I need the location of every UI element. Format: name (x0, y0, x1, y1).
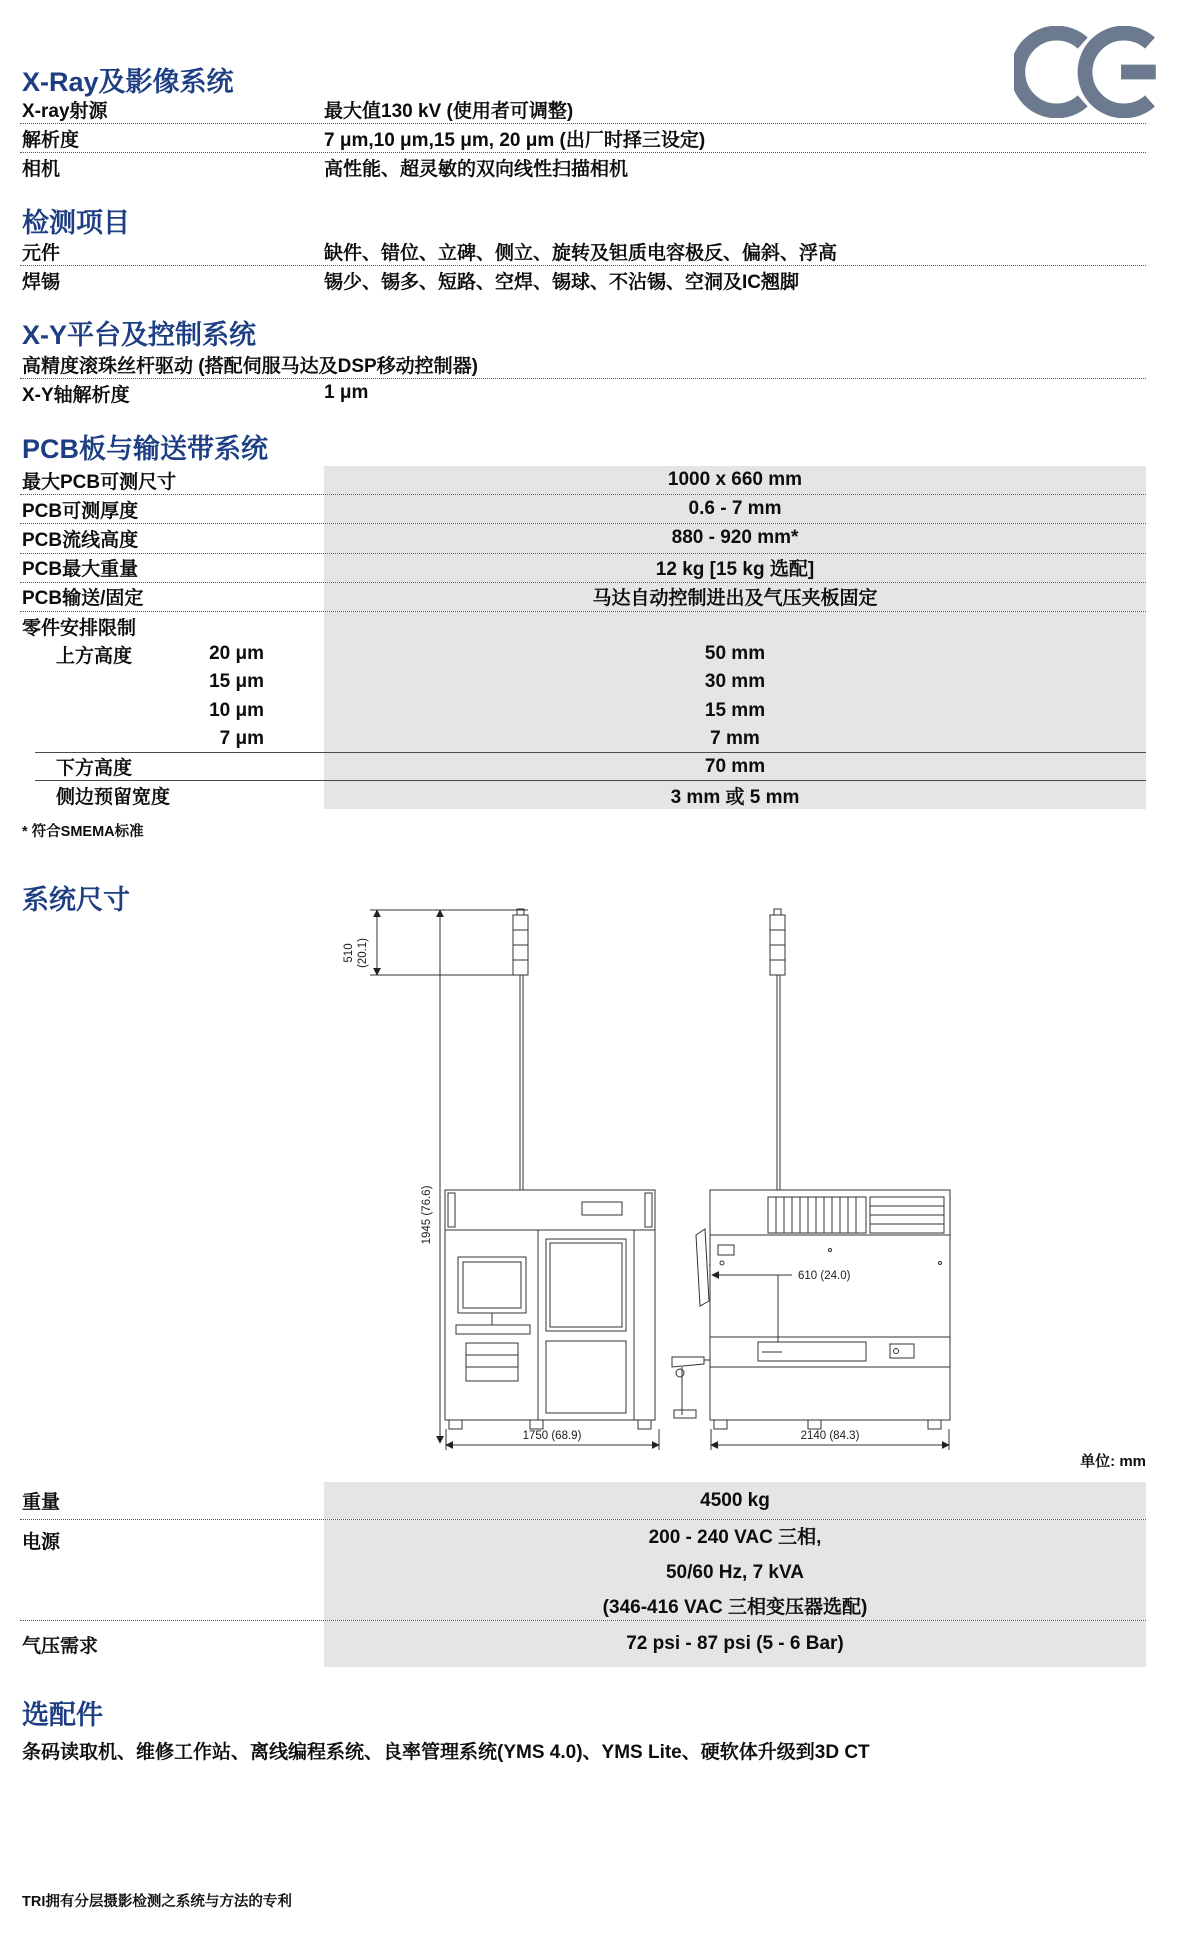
spec-value: 72 psi - 87 psi (5 - 6 Bar) (324, 1621, 1146, 1667)
spec-row (20, 379, 1146, 407)
limit-row (20, 668, 1146, 696)
power-line: 50/60 Hz, 7 kVA (665, 1562, 804, 1583)
spec-row (20, 237, 1146, 266)
spec-row (20, 1520, 1146, 1621)
limit-row (20, 725, 1146, 753)
spec-row (20, 124, 1146, 153)
spec-label: 最大PCB可测尺寸 (22, 471, 177, 493)
limit-value: 70 mm (324, 753, 1146, 781)
xy-table (20, 350, 1146, 407)
spec-label: X-Y轴解析度 (22, 384, 130, 406)
limit-resolution: 7 μm (219, 727, 264, 749)
spec-value: 马达自动控制进出及气压夹板固定 (324, 583, 1146, 611)
xray-table (20, 95, 1146, 182)
spec-label: 解析度 (22, 129, 80, 151)
limit-value: 30 mm (324, 668, 1146, 696)
spec-value: 4500 kg (324, 1482, 1146, 1519)
power-line: 200 - 240 VAC 三相, (648, 1527, 822, 1548)
limit-row (20, 753, 1146, 781)
limit-label: 下方高度 (56, 758, 133, 780)
dim-side-depth: 2140 (84.3) (800, 1430, 860, 1442)
unit-note: 单位: mm (1080, 1453, 1146, 1470)
limit-row (20, 640, 1146, 668)
inspection-table (20, 237, 1146, 294)
power-line: (346-416 VAC 三相变压器选配) (602, 1597, 868, 1618)
power-table (20, 1482, 1146, 1667)
spec-label: PCB输送/固定 (22, 588, 144, 610)
spec-label: 电源 (22, 1532, 61, 1553)
limit-value: 7 mm (324, 725, 1146, 753)
dim-tower-height-value: 510 (343, 943, 355, 963)
limit-resolution: 20 μm (209, 643, 264, 665)
machine-dimension-drawing (330, 905, 975, 1450)
spec-value-empty (324, 612, 1146, 640)
spec-row (20, 466, 1146, 495)
spec-row (20, 350, 1146, 379)
spec-row (20, 1482, 1146, 1520)
section-title-dimensions: 系统尺寸 (22, 885, 130, 915)
spec-row (20, 554, 1146, 583)
dim-monitor-offset: 610 (24.0) (798, 1270, 851, 1282)
spec-row (20, 153, 1146, 181)
section-title-inspection: 检测项目 (22, 208, 130, 238)
spec-row (20, 1621, 1146, 1667)
spec-value (324, 1520, 1146, 1620)
limit-label: 侧边预留宽度 (56, 786, 171, 808)
spec-label: PCB可测厚度 (22, 500, 139, 522)
spec-value: 高性能、超灵敏的双向线性扫描相机 (324, 158, 629, 180)
spec-label: 焊锡 (22, 271, 61, 293)
spec-label: PCB最大重量 (22, 559, 139, 581)
smema-footnote: * 符合SMEMA标准 (22, 824, 144, 840)
spec-value: 缺件、错位、立碑、侧立、旋转及钽质电容极反、偏斜、浮高 (324, 242, 838, 264)
spec-row (20, 524, 1146, 553)
xy-note: 高精度滚珠丝杆驱动 (搭配伺服马达及DSP移动控制器) (22, 355, 479, 377)
spec-value: 1000 x 660 mm (324, 466, 1146, 494)
spec-value: 0.6 - 7 mm (324, 495, 1146, 523)
spec-label: 相机 (22, 158, 61, 180)
spec-label: PCB流线高度 (22, 529, 139, 551)
dim-tower-height-inches: (20.1) (357, 937, 369, 969)
limit-label: 上方高度 (56, 645, 133, 667)
spec-label: 元件 (22, 242, 61, 264)
limit-value: 50 mm (324, 640, 1146, 668)
spec-value: 最大值130 kV (使用者可调整) (324, 100, 574, 122)
spec-row (20, 583, 1146, 612)
spec-label: 气压需求 (22, 1635, 99, 1657)
spec-label: 重量 (22, 1492, 61, 1513)
spec-row (20, 612, 1146, 640)
section-title-options: 选配件 (22, 1700, 103, 1730)
pcb-table (20, 466, 1146, 809)
section-title-pcb: PCB板与输送带系统 (22, 434, 269, 464)
limit-resolution: 10 μm (209, 699, 264, 721)
dim-total-height: 1945 (76.6) (421, 1185, 433, 1245)
limit-value: 15 mm (324, 697, 1146, 725)
spec-value: 1 μm (324, 382, 369, 404)
patent-footnote: TRI拥有分层摄影检测之系统与方法的专利 (22, 1894, 292, 1910)
spec-row (20, 266, 1146, 294)
section-title-xy: X-Y平台及控制系统 (22, 320, 257, 350)
spec-value: 12 kg [15 kg 选配] (324, 554, 1146, 582)
limit-row (20, 697, 1146, 725)
options-list: 条码读取机、维修工作站、离线编程系统、良率管理系统(YMS 4.0)、YMS Lite、硬软体升级到3D CT (22, 1742, 870, 1763)
limit-row (20, 781, 1146, 809)
spec-label: 零件安排限制 (22, 617, 137, 639)
section-title-xray: X-Ray及影像系统 (22, 67, 234, 97)
spec-value: 880 - 920 mm* (324, 524, 1146, 552)
dim-front-width: 1750 (68.9) (522, 1430, 582, 1442)
spec-value: 锡少、锡多、短路、空焊、锡球、不沾锡、空洞及IC翘脚 (324, 271, 800, 293)
limit-value: 3 mm 或 5 mm (324, 781, 1146, 809)
spec-label: X-ray射源 (22, 100, 108, 122)
spec-row (20, 95, 1146, 124)
spec-value: 7 μm,10 μm,15 μm, 20 μm (出厂时择三设定) (324, 129, 706, 151)
spec-row (20, 495, 1146, 524)
limit-resolution: 15 μm (209, 671, 264, 693)
